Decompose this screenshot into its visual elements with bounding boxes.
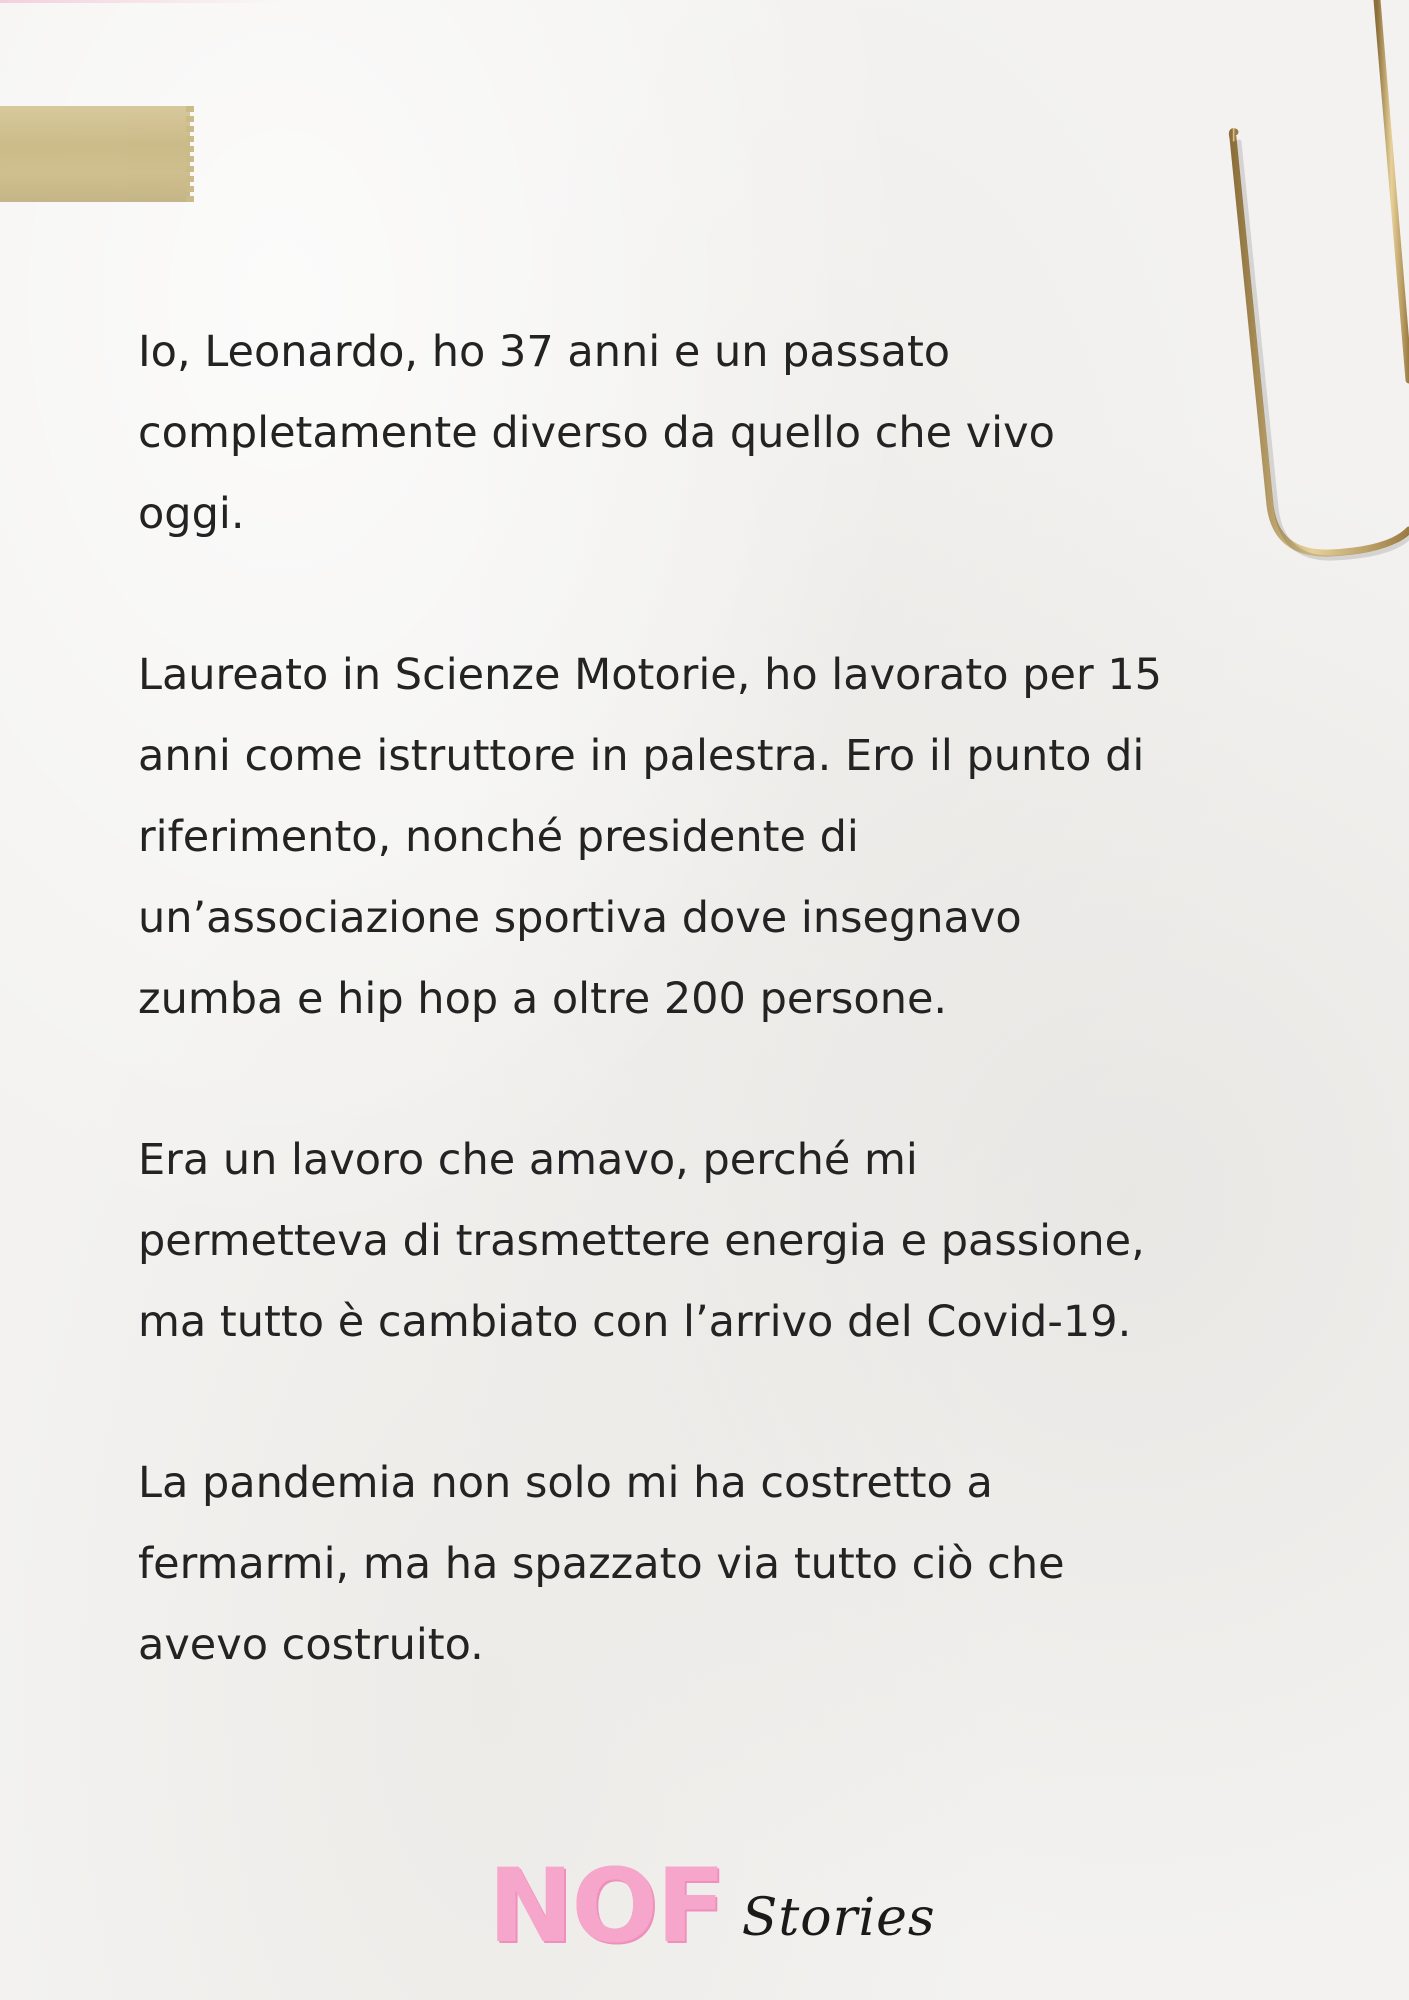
masking-tape [0, 106, 190, 202]
logo-mark: NOF [488, 1847, 724, 1966]
paragraph-passion: Era un lavoro che amavo, perché mi permetteva di trasmettere energia e passione, ma tutto è cambiato con l’arrivo del Covid-19. [138, 1135, 1145, 1347]
nof-stories-logo [488, 1847, 936, 1966]
story-body [138, 312, 1278, 1766]
top-edge-accent [0, 0, 1409, 3]
logo-suffix: Stories [741, 1888, 936, 1948]
paragraph-pandemic: La pandemia non solo mi ha costretto a fermarmi, ma ha spazzato via tutto ciò che avevo costruito. [138, 1458, 1065, 1670]
paragraph-intro: Io, Leonardo, ho 37 anni e un passato completamente diverso da quello che vivo oggi. [138, 327, 1055, 539]
paragraph-career: Laureato in Scienze Motorie, ho lavorato per 15 anni come istruttore in palestra. Ero il punto di riferimento, nonché presidente di un’associazione sportiva dove insegnavo zumba e hip hop a oltre 200 persone. [138, 650, 1163, 1024]
